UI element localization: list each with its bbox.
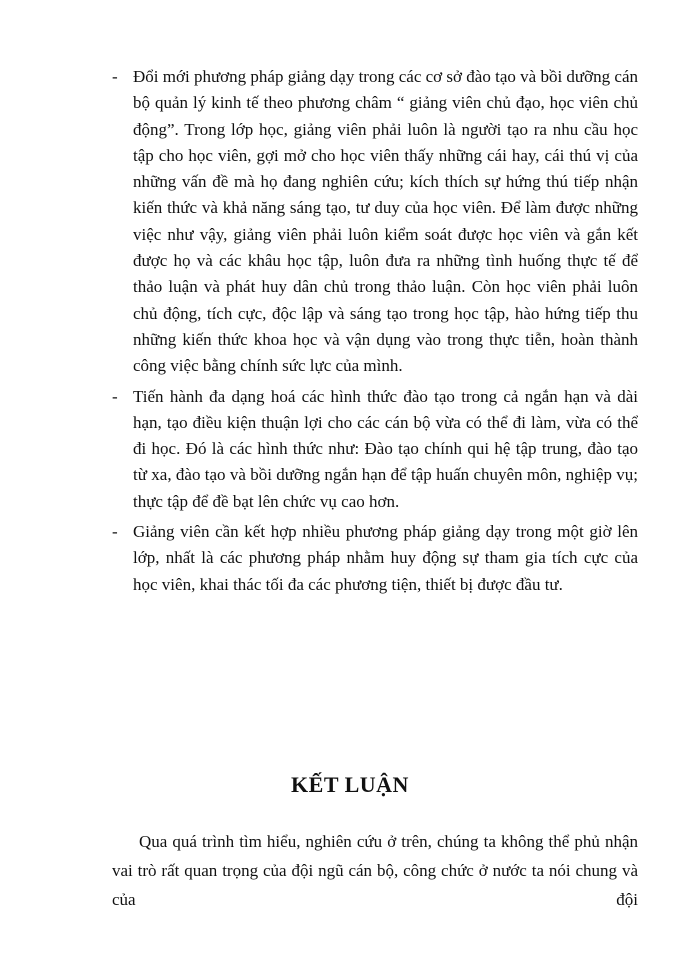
list-item [112,64,638,380]
bullet-marker: - [112,386,118,406]
section-heading: KẾT LUẬN [291,772,409,797]
list-item-text: Giảng viên cần kết hợp nhiều phương pháp giảng dạy trong một giờ lên lớp, nhất là các phương pháp nhằm huy động sự tham gia tích cực của học viên, khai thác tối đa các phương tiện, thiết bị được đầu tư. [133,522,638,594]
list-item [112,519,638,598]
list-item-text: Tiến hành đa dạng hoá các hình thức đào tạo trong cả ngắn hạn và dài hạn, tạo điều kiện thuận lợi cho các cán bộ vừa có thể đi làm, vừa có thể đi học. Đó là các hình thức như: Đào tạo chính qui hệ tập trung, đào tạo từ xa, đào tạo và bồi dưỡng ngắn hạn để tập huấn chuyên môn, nghiệp vụ; thực tập để đề bạt lên chức vụ cao hơn. [133,386,638,511]
bullet-marker: - [112,522,118,542]
conclusion-paragraph: Qua quá trình tìm hiểu, nghiên cứu ở trên, chúng ta không thể phủ nhận vai trò rất quan trọng của đội ngũ cán bộ, công chức ở nước ta nói chung và của đội [112,832,638,909]
list-item-text: Đổi mới phương pháp giảng dạy trong các cơ sở đào tạo và bồi dưỡng cán bộ quản lý kinh tế theo phương châm “ giảng viên chủ đạo, học viên chủ động”. Trong lớp học, giảng viên phải luôn là người tạo ra nhu cầu học tập cho học viên, gợi mở cho học viên thấy những cái hay, cái thú vị của những vấn đề mà họ đang nghiên cứu; kích thích sự hứng thú tiếp nhận kiến thức và khả năng sáng tạo, tư duy của học viên. Để làm được những việc như vậy, giảng viên phải luôn kiểm soát được học viên và gắn kết được họ và các khâu học tập, luôn đưa ra những tình huống thực tế để thảo luận và phát huy dân chủ trong thảo luận. Còn học viên phải luôn chủ động, tích cực, độc lập và sáng tạo trong học tập, hào hứng tiếp thu những kiến thức khoa học và vận dụng vào trong thực tiễn, hoàn thành công việc bằng chính sức lực của mình. [133,67,638,376]
recommendation-list [112,64,638,598]
bullet-marker: - [112,67,118,86]
list-item [112,384,638,515]
